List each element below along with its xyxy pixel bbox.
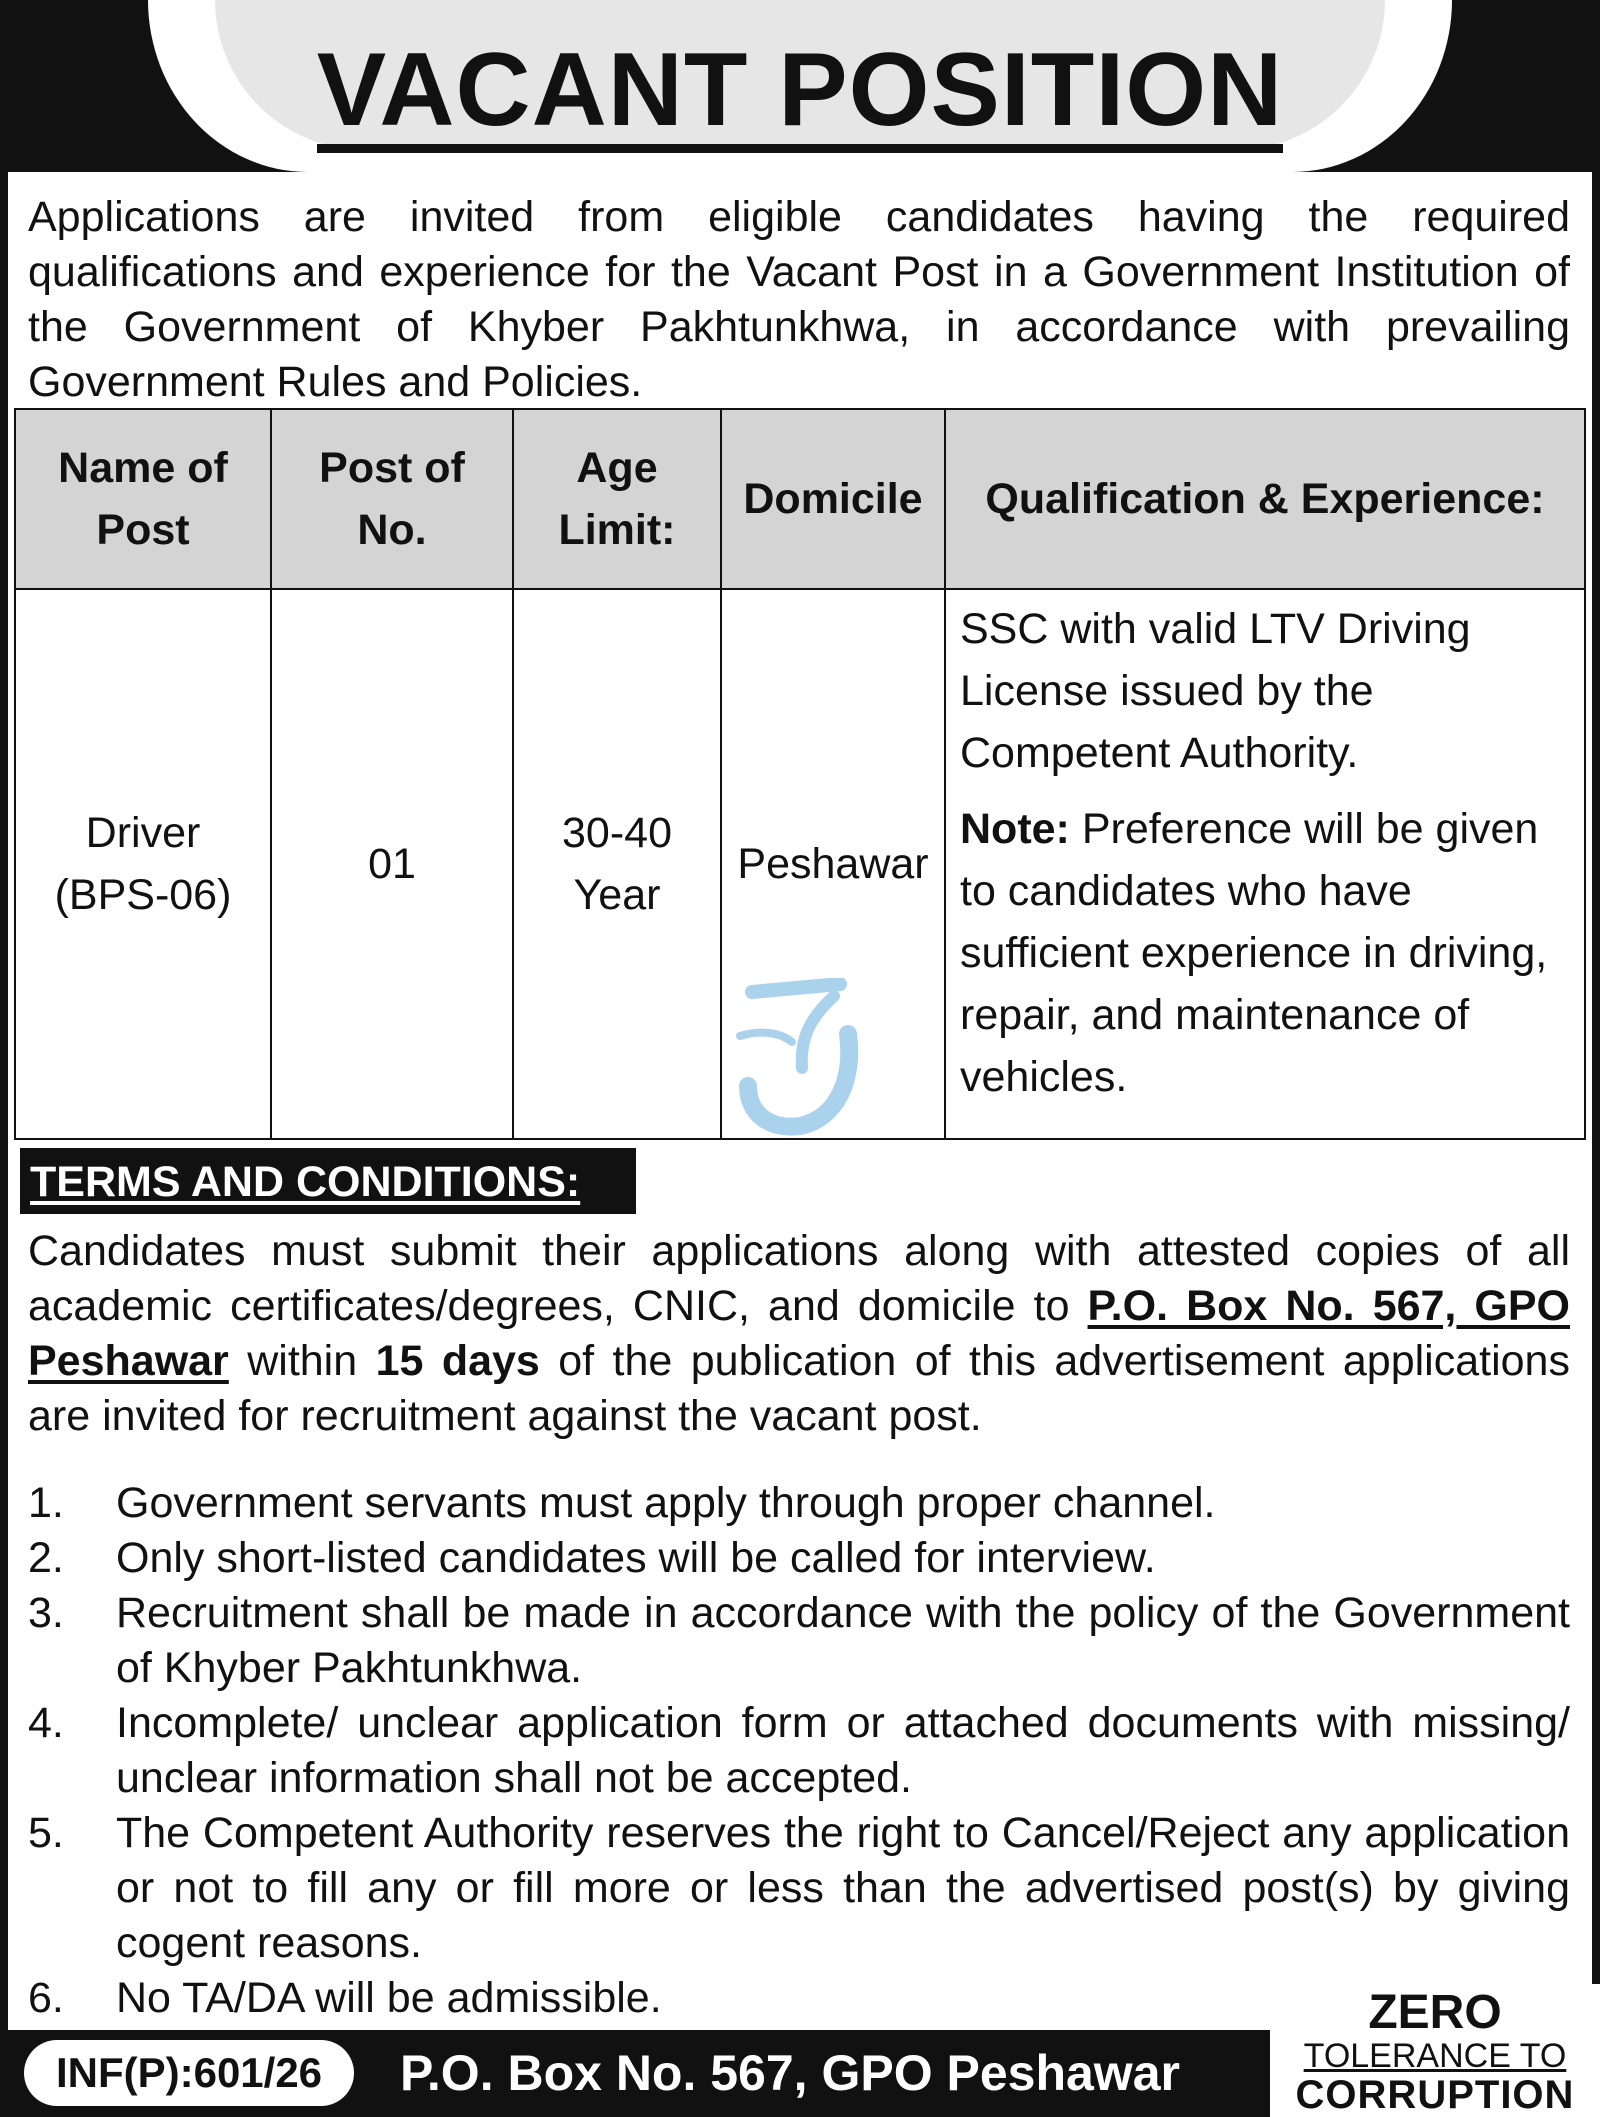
list-item-text: Government servants must apply through proper channel. (116, 1479, 1216, 1527)
post-name: Driver (85, 809, 201, 857)
terms-address: P.O. Box No. 567, GPO Peshawar (28, 1282, 1571, 1385)
cell-post-count: 01 (271, 589, 513, 1139)
terms-deadline: 15 days (375, 1337, 540, 1385)
list-item-text: Only short-listed candidates will be called for interview. (116, 1534, 1156, 1582)
ztc-corruption: CORRUPTION (1295, 2073, 1575, 2117)
header-qualification: Qualification & Experience: (945, 409, 1585, 589)
note-label: Note: (960, 805, 1070, 853)
header-name-of-post: Name of Post (15, 409, 271, 589)
cell-qualification (945, 589, 1585, 1139)
list-item-number: 2. (28, 1534, 64, 1582)
conditions-list (28, 1476, 1570, 2026)
qualification-text: SSC with valid LTV Driving License issued by the Competent Authority. (960, 605, 1471, 777)
list-item-number: 3. (28, 1589, 64, 1637)
terms-text-2: within (228, 1337, 376, 1385)
cell-domicile: Peshawar (721, 589, 945, 1139)
ztc-zero: ZERO (1368, 1986, 1502, 2039)
terms-heading-text: TERMS AND CONDITIONS: (30, 1158, 581, 1206)
list-item (28, 1586, 1570, 1696)
footer-address: P.O. Box No. 567, GPO Peshawar (400, 2045, 1180, 2101)
note-text: Preference will be given to candidates who have sufficient experience in driving, repair, and maintenance of vehicles. (960, 805, 1548, 1101)
terms-text-3: of the publication of this advertisement applications are invited for recruitment against the vacant post. (28, 1337, 1570, 1440)
list-item-text: No TA/DA will be admissible. (116, 1974, 662, 2022)
qualification-note (960, 798, 1574, 1108)
list-item (28, 1476, 1570, 1531)
age-range: 30-40 (562, 809, 672, 857)
list-item-number: 4. (28, 1699, 64, 1747)
ztc-tolerance: TOLERANCE TO (1303, 2037, 1567, 2075)
list-item (28, 1531, 1570, 1586)
list-item-text: The Competent Authority reserves the right to Cancel/Reject any application or not to fill any or fill more or less than the advertised post(s) by giving cogent reasons. (116, 1809, 1570, 1967)
terms-paragraph (28, 1224, 1570, 1444)
cell-post-name (15, 589, 271, 1139)
list-item-number: 1. (28, 1479, 64, 1527)
page-title-text: VACANT POSITION (317, 38, 1283, 153)
intro-paragraph: Applications are invited from eligible candidates having the required qualifications and experience for the Vacant Post in a Government Institution of the Government of Khyber Pakhtunkhwa, in accordance with prevailing Government Rules and Policies. (28, 193, 1570, 406)
list-item-number: 5. (28, 1809, 64, 1857)
reference-number: INF(P):601/26 (24, 2040, 354, 2106)
list-item-text: Incomplete/ unclear application form or attached documents with missing/ unclear information shall not be accepted. (116, 1699, 1570, 1802)
terms-heading (20, 1148, 636, 1214)
cell-age-limit (513, 589, 721, 1139)
header-age-limit: Age Limit: (513, 409, 721, 589)
page-title (0, 32, 1600, 153)
zero-tolerance-logo (1270, 1984, 1600, 2117)
age-unit: Year (573, 871, 661, 919)
list-item (28, 1696, 1570, 1806)
list-item-number: 6. (28, 1974, 64, 2022)
list-item (28, 1806, 1570, 1971)
terms-text-1: Candidates must submit their applications along with attested copies of all academic certificates/degrees, CNIC, and domicile to (28, 1227, 1570, 1330)
table-header-row (15, 409, 1585, 589)
post-scale: (BPS-06) (54, 871, 232, 919)
header-domicile: Domicile (721, 409, 945, 589)
header-post-no: Post of No. (271, 409, 513, 589)
urdu-letter-watermark-icon (730, 978, 870, 1138)
list-item-text: Recruitment shall be made in accordance with the policy of the Government of Khyber Pakhtunkhwa. (116, 1589, 1570, 1692)
